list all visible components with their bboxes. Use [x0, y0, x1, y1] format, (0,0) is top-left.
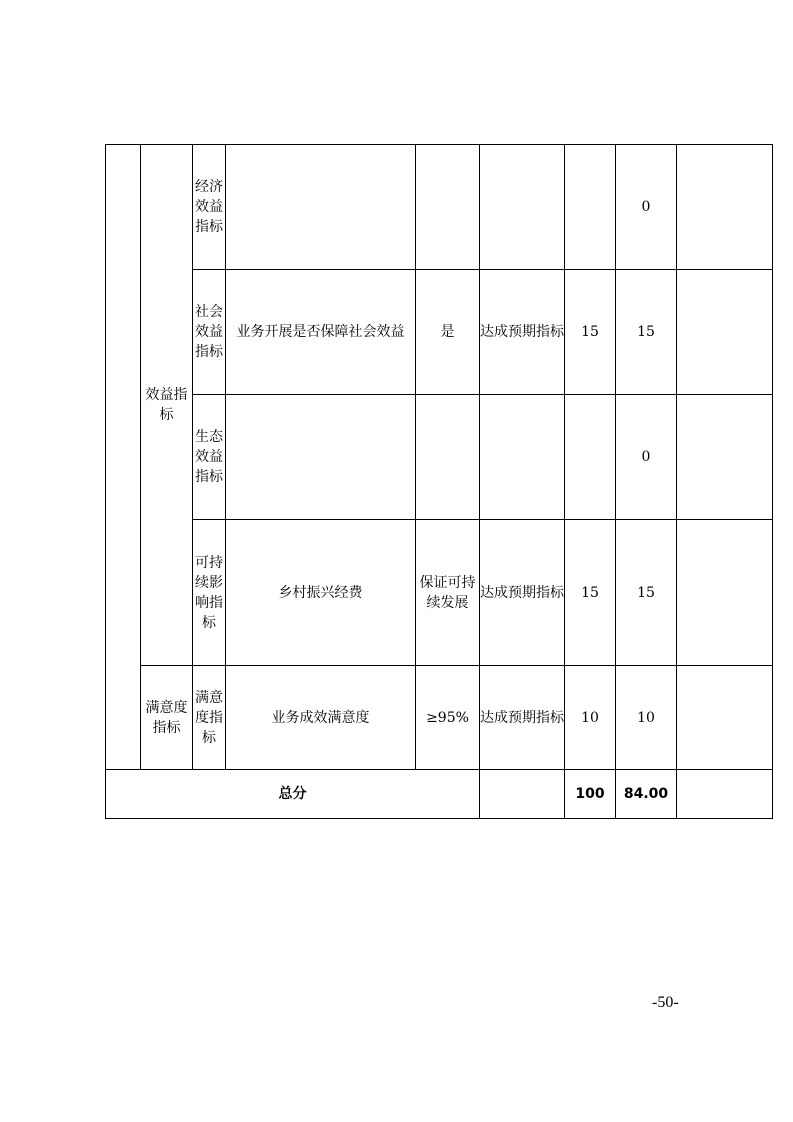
indicator-cell: 业务成效满意度 [226, 666, 416, 770]
remark-cell [677, 395, 773, 520]
subcategory-cell: 可持续影响指标 [193, 520, 226, 666]
remark-cell [677, 520, 773, 666]
score-cell: 0 [616, 395, 677, 520]
target-cell [416, 145, 480, 270]
category-cell: 满意度指标 [141, 666, 193, 770]
total-score: 84.00 [616, 770, 677, 819]
indicator-cell: 业务开展是否保障社会效益 [226, 270, 416, 395]
category-cell: 效益指标 [141, 145, 193, 666]
indicator-cell [226, 395, 416, 520]
target-cell: ≥95% [416, 666, 480, 770]
table-row [106, 270, 773, 395]
weight-cell [565, 145, 616, 270]
total-remark-cell [677, 770, 773, 819]
result-cell: 达成预期指标 [480, 270, 565, 395]
total-row [106, 770, 773, 819]
indicator-cell: 乡村振兴经费 [226, 520, 416, 666]
score-cell: 15 [616, 270, 677, 395]
remark-cell [677, 666, 773, 770]
table-row [106, 145, 773, 270]
score-cell: 10 [616, 666, 677, 770]
table-row [106, 666, 773, 770]
performance-table [105, 144, 773, 819]
indicator-cell [226, 145, 416, 270]
total-result-cell [480, 770, 565, 819]
target-cell: 是 [416, 270, 480, 395]
score-cell: 15 [616, 520, 677, 666]
empty-first-column-cell [106, 145, 141, 770]
subcategory-cell: 生态效益指标 [193, 395, 226, 520]
table-row [106, 520, 773, 666]
result-cell [480, 145, 565, 270]
subcategory-cell: 满意度指标 [193, 666, 226, 770]
remark-cell [677, 270, 773, 395]
subcategory-cell: 经济效益指标 [193, 145, 226, 270]
page-number: -50- [652, 994, 679, 1011]
weight-cell: 15 [565, 520, 616, 666]
weight-cell [565, 395, 616, 520]
subcategory-cell: 社会效益指标 [193, 270, 226, 395]
result-cell: 达成预期指标 [480, 666, 565, 770]
remark-cell [677, 145, 773, 270]
weight-cell: 15 [565, 270, 616, 395]
total-weight: 100 [565, 770, 616, 819]
score-cell: 0 [616, 145, 677, 270]
table-row [106, 395, 773, 520]
target-cell: 保证可持续发展 [416, 520, 480, 666]
result-cell [480, 395, 565, 520]
target-cell [416, 395, 480, 520]
result-cell: 达成预期指标 [480, 520, 565, 666]
weight-cell: 10 [565, 666, 616, 770]
total-label: 总分 [106, 770, 480, 819]
